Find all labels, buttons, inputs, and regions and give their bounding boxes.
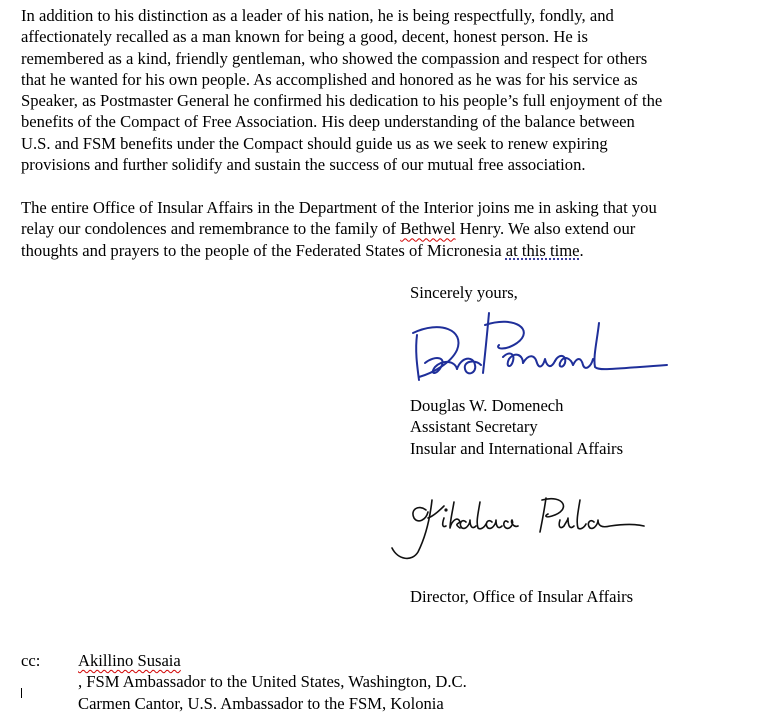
text-run: relay our condolences and remembrance to the family of [21,219,401,239]
cc-recipients [78,650,467,714]
signer-title: Assistant Secretary [410,417,538,437]
text-run: Henry. We also extend our [455,219,636,239]
paragraph-line: benefits of the Compact of Free Association. His deep understanding of the balance between [21,112,635,132]
text-cursor [21,688,22,698]
spelling-flagged-word[interactable]: Bethwel [400,219,456,239]
body-paragraph-1 [21,5,746,175]
closing-salutation: Sincerely yours, [410,283,518,302]
text-run: . [579,240,584,260]
text-run: thoughts and prayers to the people of the Federated States of Micronesia [21,240,506,260]
director-title: Director, Office of Insular Affairs [410,587,634,606]
paragraph-line [21,240,746,261]
paragraph-line: remembered as a kind, friendly gentleman, who showed the compassion and respect for others [21,48,648,68]
text-run: , FSM Ambassador to the United States, Washington, D.C. [78,672,467,692]
director-block [410,586,633,607]
paragraph-line: The entire Office of Insular Affairs in the Department of the Interior joins me in asking that you [21,198,657,217]
paragraph-line: In addition to his distinction as a leader of his nation, he is being respectfully, fondly, and [21,6,614,25]
signature-domenech [405,305,680,395]
signer-name: Douglas W. Domenech [410,396,564,415]
signature-director [388,488,653,568]
paragraph-line: Speaker, as Postmaster General he confirmed his dedication to his people’s full enjoyment of the [21,91,663,111]
grammar-flagged-phrase[interactable]: at this time [505,240,580,260]
paragraph-line: provisions and further solidify and sustain the success of our mutual free association. [21,155,586,175]
paragraph-line: affectionately recalled as a man known for being a good, decent, honest person. He is [21,27,588,47]
paragraph-line: that he wanted for his own people. As accomplished and honored as he was for his service as [21,69,638,89]
cc-label: cc: [21,651,41,670]
body-paragraph-2 [21,197,746,261]
spelling-flagged-name[interactable]: Akillino Susaia [78,651,181,670]
cc-recipient [78,650,467,693]
paragraph-line [21,218,746,239]
signer-office: Insular and International Affairs [410,438,624,458]
cc-recipient: Carmen Cantor, U.S. Ambassador to the FSM, Kolonia [78,693,444,713]
signer-block [410,395,623,459]
paragraph-line: U.S. and FSM benefits under the Compact should guide us as we seek to renew expiring [21,133,608,153]
